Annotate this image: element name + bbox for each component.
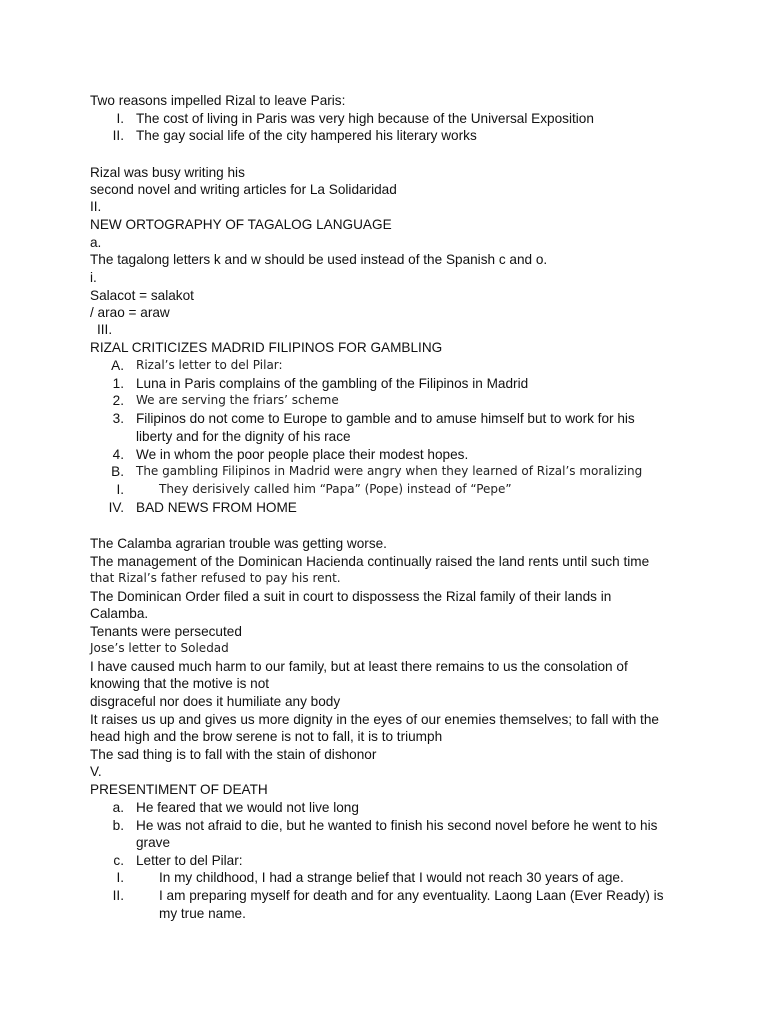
section-numeral: II. bbox=[90, 199, 102, 214]
list-number: 4. bbox=[112, 447, 124, 462]
list-number: b. bbox=[112, 818, 124, 833]
list-item: The cost of living in Paris was very high because of the Universal Exposition bbox=[136, 111, 594, 126]
list-item: The gambling Filipinos in Madrid were angry when they learned of Rizal’s moralizing bbox=[136, 464, 643, 478]
list-number: 2. bbox=[112, 393, 124, 408]
list-item-continuation: my true name. bbox=[159, 906, 246, 921]
paragraph-line: The management of the Dominican Hacienda continually raised the land rents until such time bbox=[90, 554, 650, 569]
paragraph-line: I have caused much harm to our family, but at least there remains to us the consolation of bbox=[90, 659, 628, 674]
section-numeral: IV. bbox=[108, 500, 124, 515]
list-number: 1. bbox=[112, 376, 124, 391]
list-item: Filipinos do not come to Europe to gamble and to amuse himself but to work for his bbox=[136, 411, 635, 426]
list-item: Rizal’s letter to del Pilar: bbox=[136, 358, 283, 372]
paragraph-line: The Dominican Order filed a suit in court to dispossess the Rizal family of their lands in bbox=[90, 589, 612, 604]
list-item: He feared that we would not live long bbox=[136, 800, 359, 815]
section-heading: BAD NEWS FROM HOME bbox=[136, 500, 297, 515]
list-item: The gay social life of the city hampered his literary works bbox=[136, 128, 477, 143]
example-line: Salacot = salakot bbox=[90, 288, 194, 303]
list-number: II. bbox=[112, 888, 124, 903]
list-item: Letter to del Pilar: bbox=[136, 853, 243, 868]
list-item: We are serving the friars’ scheme bbox=[136, 393, 339, 407]
list-number: I. bbox=[116, 870, 124, 885]
list-number: A. bbox=[111, 358, 124, 373]
paragraph-line: head high and the brow serene is not to fall, it is to triumph bbox=[90, 729, 443, 744]
list-number: c. bbox=[113, 853, 124, 868]
section-heading: PRESENTIMENT OF DEATH bbox=[90, 782, 268, 797]
paragraph-line: The tagalong letters k and w should be used instead of the Spanish c and o. bbox=[90, 252, 548, 267]
list-item: In my childhood, I had a strange belief that I would not reach 30 years of age. bbox=[159, 870, 624, 885]
list-number: I. bbox=[116, 111, 124, 126]
paragraph-line: disgraceful nor does it humiliate any body bbox=[90, 694, 341, 709]
list-item: Luna in Paris complains of the gambling of the Filipinos in Madrid bbox=[136, 376, 529, 391]
section-numeral: III. bbox=[97, 322, 113, 337]
paragraph-line: that Rizal’s father refused to pay his rent. bbox=[90, 571, 341, 585]
list-number: a. bbox=[112, 800, 124, 815]
paragraph-line: knowing that the motive is not bbox=[90, 676, 270, 691]
list-number: I. bbox=[116, 482, 124, 497]
paragraph-line: The sad thing is to fall with the stain of dishonor bbox=[90, 747, 377, 762]
list-number: 3. bbox=[112, 411, 124, 426]
list-number: B. bbox=[111, 464, 124, 479]
list-item: I am preparing myself for death and for any eventuality. Laong Laan (Ever Ready) is bbox=[159, 888, 664, 903]
list-item: We in whom the poor people place their modest hopes. bbox=[136, 447, 469, 462]
paragraph-line: second novel and writing articles for La Solidaridad bbox=[90, 182, 397, 197]
paragraph-line: The Calamba agrarian trouble was getting worse. bbox=[90, 536, 387, 551]
paragraph-line: Tenants were persecuted bbox=[90, 624, 242, 639]
list-number: II. bbox=[112, 128, 124, 143]
section-heading: NEW ORTOGRAPHY OF TAGALOG LANGUAGE bbox=[90, 217, 392, 232]
list-item: He was not afraid to die, but he wanted to finish his second novel before he went to his bbox=[136, 818, 658, 833]
section-heading: RIZAL CRITICIZES MADRID FILIPINOS FOR GAMBLING bbox=[90, 340, 443, 355]
sub-label: a. bbox=[90, 235, 102, 250]
paragraph-line: Rizal was busy writing his bbox=[90, 165, 245, 180]
list-item-continuation: liberty and for the dignity of his race bbox=[136, 429, 351, 444]
example-line: / arao = araw bbox=[90, 305, 170, 320]
paragraph-line: Calamba. bbox=[90, 606, 149, 621]
paragraph-line: It raises us up and gives us more dignity in the eyes of our enemies themselves; to fall with the bbox=[90, 712, 659, 727]
list-item-continuation: grave bbox=[136, 835, 171, 850]
paragraph-line: Jose’s letter to Soledad bbox=[90, 641, 229, 655]
list-item: They derisively called him “Papa” (Pope) instead of “Pepe” bbox=[159, 482, 512, 496]
section-numeral: V. bbox=[90, 764, 102, 779]
intro-line: Two reasons impelled Rizal to leave Paris: bbox=[90, 93, 346, 108]
sub-label: i. bbox=[90, 270, 97, 285]
